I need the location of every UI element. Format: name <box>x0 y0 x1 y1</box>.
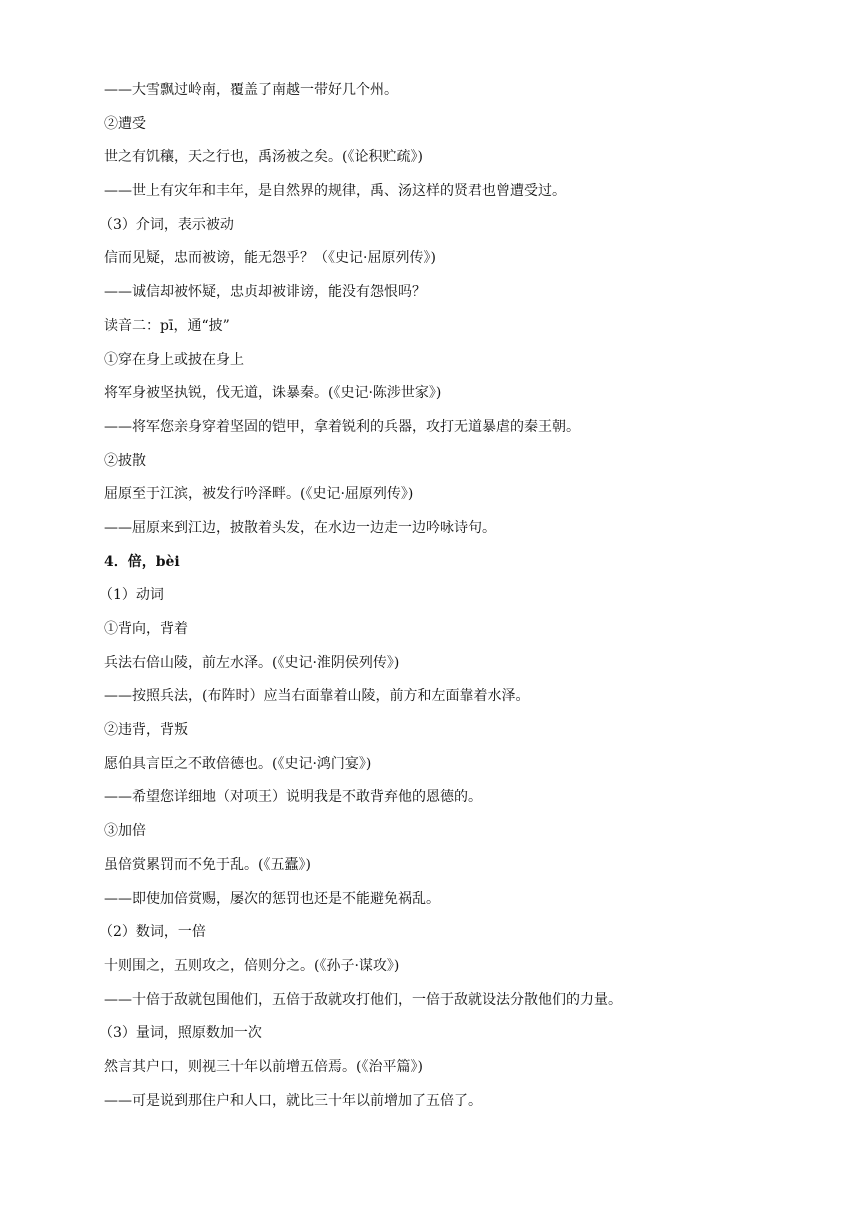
translation-line: ——屈原来到江边，披散着头发，在水边一边走一边吟咏诗句。 <box>104 519 496 536</box>
translation-line: ——按照兵法，(布阵时）应当右面靠着山陵，前方和左面靠着水泽。 <box>104 688 530 705</box>
example-line: 十则围之，五则攻之，倍则分之。(《孙子·谋攻》) <box>104 957 400 974</box>
example-line: 信而见疑，忠而被谤，能无怨乎？（《史记·屈原列传》) <box>104 250 436 267</box>
example-line: 世之有饥穰，天之行也，禹汤被之矣。(《论积贮疏》) <box>104 149 423 166</box>
part-of-speech-heading: （2）数词，一倍 <box>99 924 206 941</box>
example-line: 然言其户口，则视三十年以前增五倍焉。(《治平篇》) <box>104 1058 423 1075</box>
translation-line: ——即使加倍赏赐，屡次的惩罚也还是不能避免祸乱。 <box>104 890 440 907</box>
document-body <box>99 79 804 1123</box>
example-line: 将军身被坚执锐，伐无道，诛暴秦。(《史记·陈涉世家》) <box>104 385 442 402</box>
part-of-speech-heading: （1）动词 <box>99 587 164 604</box>
translation-line: ——大雪飘过岭南，覆盖了南越一带好几个州。 <box>104 82 398 98</box>
example-line: 屈原至于江滨，被发行吟泽畔。(《史记·屈原列传》) <box>104 486 414 503</box>
example-line: 兵法右倍山陵，前左水泽。(《史记·淮阴侯列传》) <box>104 654 400 671</box>
translation-line: ——将军您亲身穿着坚固的铠甲，拿着锐利的兵器，攻打无道暴虐的秦王朝。 <box>104 418 580 435</box>
example-line: 虽倍赏累罚而不免于乱。(《五蠹》) <box>104 856 311 873</box>
part-of-speech-heading: （3）介词，表示被动 <box>99 216 234 233</box>
translation-line: ——希望您详细地（对项王）说明我是不敢背弃他的恩德的。 <box>104 789 482 806</box>
definition-line: ②披散 <box>104 452 146 469</box>
definition-line: ①背向，背着 <box>104 621 188 637</box>
pronunciation-line: 读音二：pī，通“披” <box>104 317 230 334</box>
definition-line: ③加倍 <box>104 823 146 840</box>
translation-line: ——诚信却被怀疑，忠贞却被诽谤，能没有怨恨吗？ <box>104 284 426 301</box>
translation-line: ——世上有灾年和丰年，是自然界的规律，禹、汤这样的贤君也曾遭受过。 <box>104 183 566 200</box>
part-of-speech-heading: （3）量词，照原数加一次 <box>99 1025 262 1042</box>
example-line: 愿伯具言臣之不敢倍德也。(《史记·鸿门宴》) <box>104 755 372 772</box>
definition-line: ②遭受 <box>104 115 146 132</box>
translation-line: ——可是说到那住户和人口，就比三十年以前增加了五倍了。 <box>104 1092 482 1109</box>
entry-heading: 4．倍，bèi <box>104 553 180 570</box>
definition-line: ①穿在身上或披在身上 <box>104 351 244 368</box>
translation-line: ——十倍于敌就包围他们，五倍于敌就攻打他们，一倍于敌就设法分散他们的力量。 <box>104 991 622 1008</box>
definition-line: ②违背，背叛 <box>104 722 188 739</box>
